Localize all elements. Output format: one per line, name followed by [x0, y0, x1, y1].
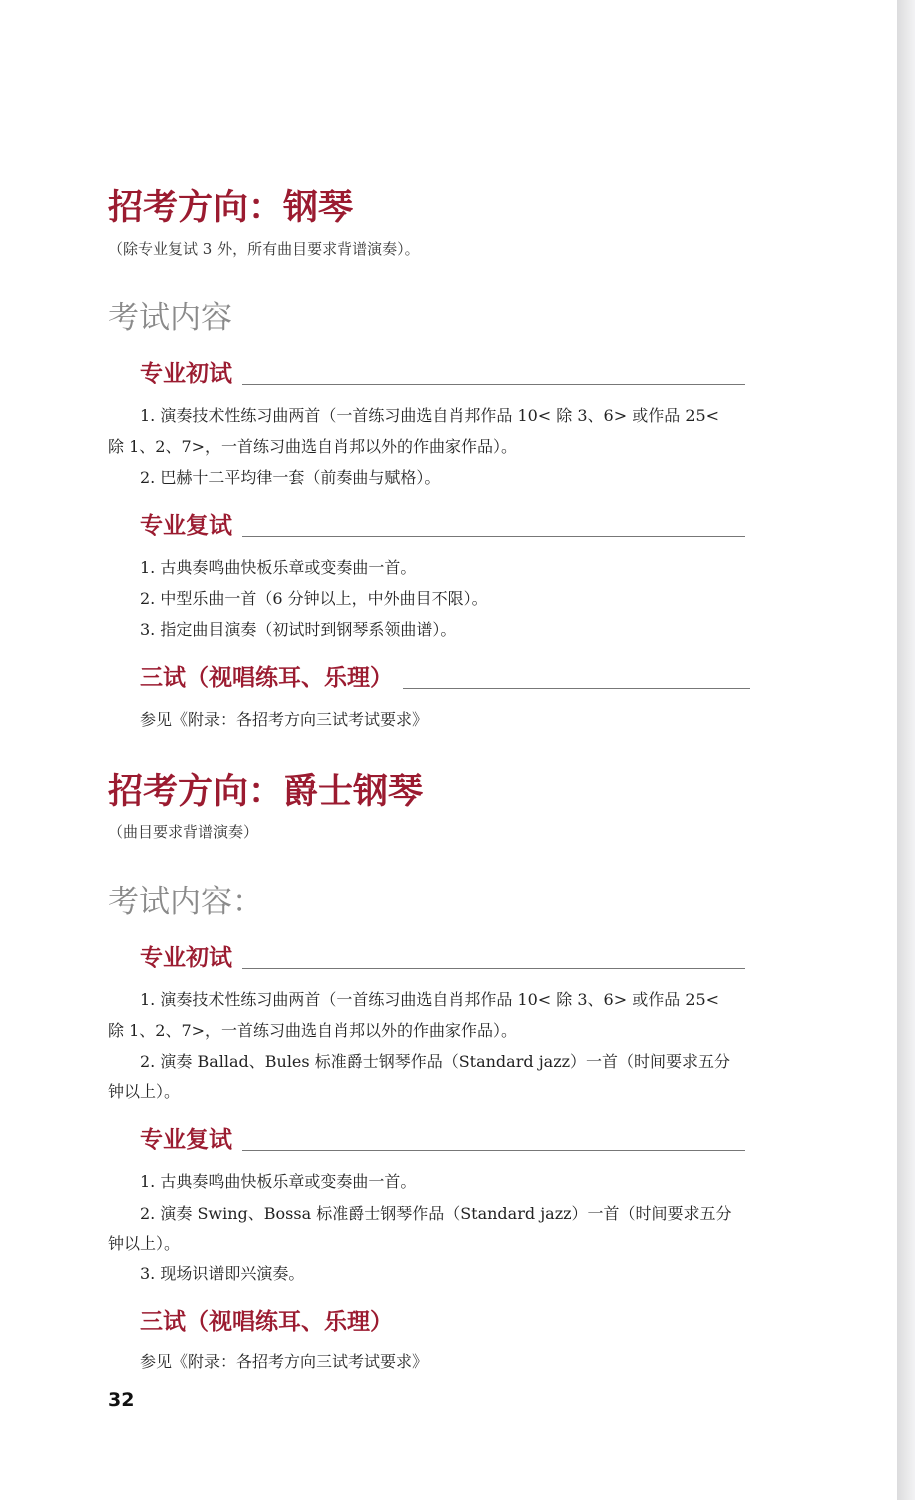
piano-second-line-2: 2. 中型乐曲一首（6 分钟以上，中外曲目不限）。 — [140, 589, 488, 608]
piano-initial-line-2: 除 1、2、7>，一首练习曲选自肖邦以外的作曲家作品）。 — [108, 437, 518, 456]
piano-second-line-3: 3. 指定曲目演奏（初试时到钢琴系领曲谱）。 — [140, 620, 457, 639]
jazz-initial-line-1: 1. 演奏技术性练习曲两首（一首练习曲选自肖邦作品 10< 除 3、6> 或作品 25< — [140, 990, 720, 1009]
piano-initial-line-3: 2. 巴赫十二平均律一套（前奏曲与赋格）。 — [140, 468, 441, 487]
section-rule — [403, 688, 750, 689]
jazz-second-line-1: 1. 古典奏鸣曲快板乐章或变奏曲一首。 — [140, 1172, 417, 1191]
piano-second-header — [140, 507, 745, 541]
jazz-third-header — [140, 1303, 440, 1337]
jazz-initial-line-4: 钟以上）。 — [108, 1082, 181, 1101]
jazz-content-title: 考试内容： — [108, 884, 263, 920]
jazz-second-line-2: 2. 演奏 Swing、Bossa 标准爵士钢琴作品（Standard jazz）一首（时间要求五分 — [140, 1204, 732, 1223]
jazz-second-line-3: 钟以上）。 — [108, 1234, 181, 1253]
page-number: 32 — [108, 1389, 135, 1411]
piano-third-header — [140, 659, 750, 693]
page-edge-shadow — [897, 0, 915, 1500]
piano-second-line-1: 1. 古典奏鸣曲快板乐章或变奏曲一首。 — [140, 558, 417, 577]
section-rule — [242, 384, 745, 385]
heading-piano: 招考方向：钢琴 — [108, 188, 354, 228]
jazz-initial-line-2: 除 1、2、7>，一首练习曲选自肖邦以外的作曲家作品）。 — [108, 1021, 518, 1040]
piano-content-title: 考试内容 — [108, 300, 232, 336]
piano-initial-title: 专业初试 — [140, 361, 232, 387]
piano-second-title: 专业复试 — [140, 513, 232, 539]
heading-jazz-piano: 招考方向：爵士钢琴 — [108, 772, 424, 812]
jazz-third-line-1: 参见《附录：各招考方向三试考试要求》 — [140, 1352, 429, 1371]
jazz-third-title: 三试（视唱练耳、乐理） — [140, 1309, 393, 1335]
jazz-initial-title: 专业初试 — [140, 945, 232, 971]
piano-initial-header — [140, 355, 745, 389]
section-rule — [242, 968, 745, 969]
jazz-second-header — [140, 1121, 745, 1155]
piano-initial-line-1: 1. 演奏技术性练习曲两首（一首练习曲选自肖邦作品 10< 除 3、6> 或作品 25< — [140, 406, 720, 425]
piano-third-title: 三试（视唱练耳、乐理） — [140, 665, 393, 691]
jazz-initial-line-3: 2. 演奏 Ballad、Bules 标准爵士钢琴作品（Standard jazz）一首（时间要求五分 — [140, 1052, 731, 1071]
jazz-note: （曲目要求背谱演奏） — [108, 823, 259, 841]
jazz-second-title: 专业复试 — [140, 1127, 232, 1153]
piano-third-line-1: 参见《附录：各招考方向三试考试要求》 — [140, 710, 429, 729]
section-rule — [242, 536, 745, 537]
jazz-second-line-4: 3. 现场识谱即兴演奏。 — [140, 1264, 305, 1283]
piano-note: （除专业复试 3 外，所有曲目要求背谱演奏）。 — [108, 240, 420, 258]
jazz-initial-header — [140, 939, 745, 973]
section-rule — [242, 1150, 745, 1151]
